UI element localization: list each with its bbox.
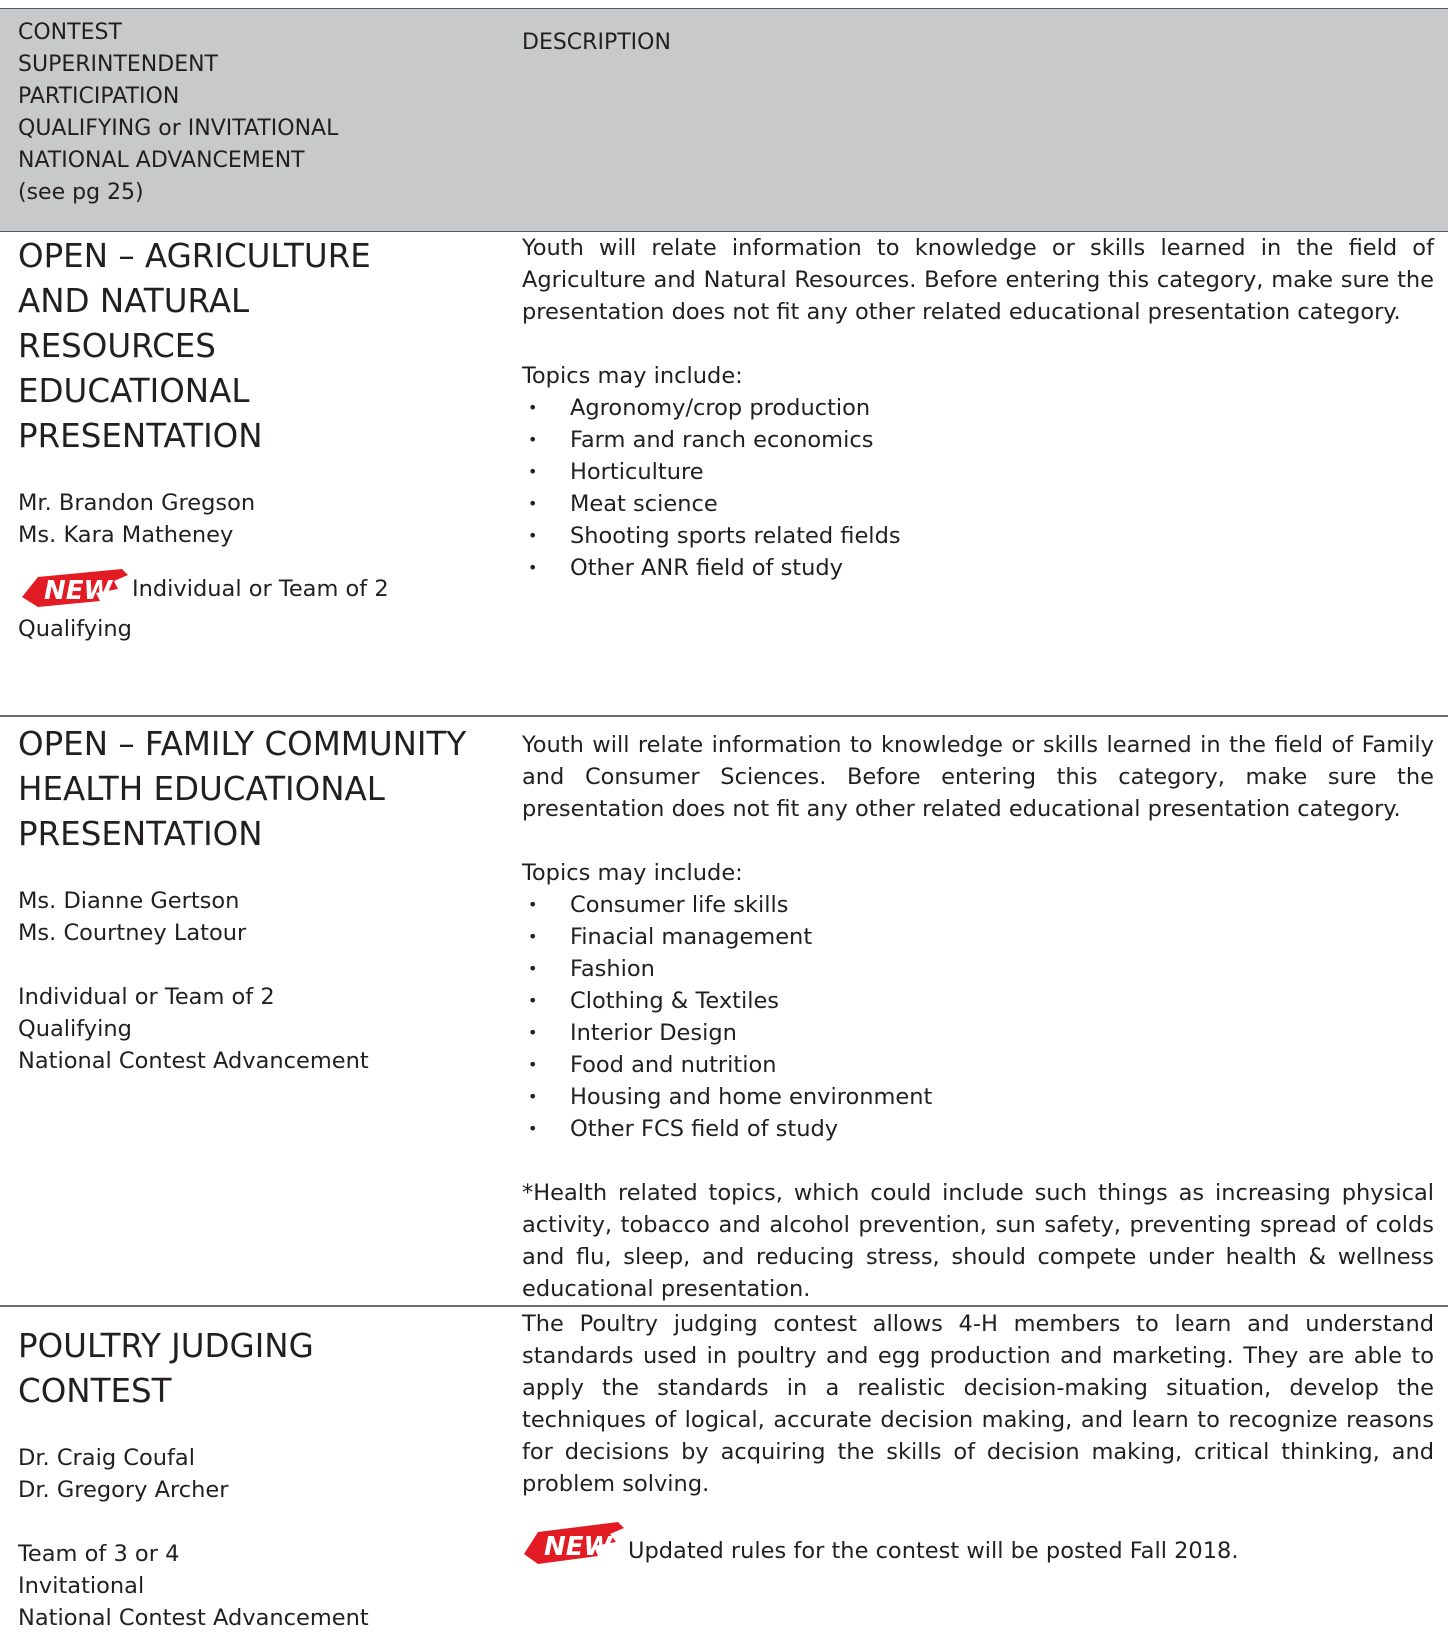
list-item: • Other ANR field of study: [522, 552, 1434, 584]
section-agriculture-description: [522, 232, 1434, 584]
title-line: OPEN – FAMILY COMMUNITY: [18, 725, 467, 763]
new-badge-icon: [18, 567, 130, 611]
list-item: • Fashion: [522, 953, 1434, 985]
qualifying-text: Qualifying: [18, 616, 132, 642]
participation-block: [18, 1538, 488, 1634]
header-left-column: [18, 17, 338, 209]
list-item: • Food and nutrition: [522, 1049, 1434, 1081]
bullet-icon: •: [528, 430, 538, 449]
superintendents: [18, 1442, 488, 1506]
list-item: • Horticulture: [522, 456, 1434, 488]
bullet-icon: •: [528, 991, 538, 1010]
superintendent-name: Mr. Brandon Gregson: [18, 490, 256, 516]
section-agriculture-left: [18, 234, 488, 645]
list-item: • Farm and ranch economics: [522, 424, 1434, 456]
header-label-superintendent: SUPERINTENDENT: [18, 52, 218, 77]
bullet-icon: •: [528, 462, 538, 481]
list-item: • Finacial management: [522, 921, 1434, 953]
bullet-icon: •: [528, 526, 538, 545]
title-line: AND NATURAL: [18, 282, 250, 320]
health-note: *Health related topics, which could include such things as increasing physical activity, tobacco and alcohol prevention, sun safety, preventing spread of colds and flu, sleep, and reducing stress, should compete under health & wellness educational presentation.: [522, 1180, 1434, 1302]
superintendents: [18, 487, 488, 551]
list-item: • Consumer life skills: [522, 889, 1434, 921]
bullet-icon: •: [528, 927, 538, 946]
bullet-icon: •: [528, 558, 538, 577]
title-line: POULTRY JUDGING: [18, 1327, 314, 1365]
bullet-icon: •: [528, 1023, 538, 1042]
topics-label: Topics may include:: [522, 363, 743, 389]
section-divider: [0, 1305, 1448, 1307]
list-item: • Other FCS field of study: [522, 1113, 1434, 1145]
title-line: PRESENTATION: [18, 815, 263, 853]
bullet-icon: •: [528, 895, 538, 914]
advancement-text: National Contest Advancement: [18, 1048, 369, 1074]
qualifying-text: Invitational: [18, 1573, 145, 1599]
svg-text:NEW: NEW: [44, 576, 113, 606]
section-poultry-left: [18, 1324, 488, 1634]
bullet-icon: •: [528, 959, 538, 978]
new-badge-icon: [522, 1518, 626, 1570]
section-divider: [0, 715, 1448, 717]
header-label-advancement: NATIONAL ADVANCEMENT: [18, 148, 305, 173]
topics-label: Topics may include:: [522, 860, 743, 886]
header-label-qualifying: QUALIFYING or INVITATIONAL: [18, 116, 339, 141]
header-label-participation: PARTICIPATION: [18, 84, 180, 109]
title-line: CONTEST: [18, 1372, 172, 1410]
superintendent-name: Ms. Kara Matheney: [18, 522, 234, 548]
title-line: OPEN – AGRICULTURE: [18, 237, 371, 275]
section-title: [18, 1324, 488, 1414]
superintendent-name: Dr. Craig Coufal: [18, 1445, 195, 1471]
participation-row: [18, 569, 488, 609]
participation-text: Individual or Team of 2: [132, 576, 389, 602]
list-item: • Agronomy/crop production: [522, 392, 1434, 424]
header-label-contest: CONTEST: [18, 20, 122, 45]
description-text: Youth will relate information to knowledge or skills learned in the field of Agriculture and Natural Resources. Before entering this category, make sure the presentation does not fit any other related educational presentation category.: [522, 235, 1434, 325]
list-item: • Clothing & Textiles: [522, 985, 1434, 1017]
title-line: RESOURCES: [18, 327, 216, 365]
section-family-left: [18, 722, 488, 1077]
description-text: The Poultry judging contest allows 4-H members to learn and understand standards used in poultry and egg production and marketing. They are able to apply the standards in a realistic decision-making situation, develop the techniques of logical, accurate decision making, and learn to recognize reasons for decisions by acquiring the skills of decision making, critical thinking, and problem solving.: [522, 1311, 1434, 1497]
superintendent-name: Dr. Gregory Archer: [18, 1477, 229, 1503]
title-line: PRESENTATION: [18, 417, 263, 455]
bullet-icon: •: [528, 1055, 538, 1074]
bullet-icon: •: [528, 494, 538, 513]
advancement-text: National Contest Advancement: [18, 1605, 369, 1631]
participation-text: Individual or Team of 2: [18, 984, 275, 1010]
bullet-icon: •: [528, 1087, 538, 1106]
section-title: [18, 722, 488, 857]
bullet-icon: •: [528, 1119, 538, 1138]
svg-text:NEW: NEW: [544, 1532, 613, 1562]
title-line: EDUCATIONAL: [18, 372, 250, 410]
header-label-description: DESCRIPTION: [522, 30, 671, 55]
superintendents: [18, 885, 488, 949]
topics-list: [522, 392, 1434, 584]
list-item: • Meat science: [522, 488, 1434, 520]
description-text: Youth will relate information to knowledge or skills learned in the field of Family and Consumer Sciences. Before entering this category, make sure the presentation does not fit any other related educational presentation category.: [522, 732, 1434, 822]
table-header: [0, 8, 1448, 232]
section-poultry-description: [522, 1308, 1434, 1570]
title-line: HEALTH EDUCATIONAL: [18, 770, 385, 808]
participation-block: [18, 981, 488, 1077]
section-title: [18, 234, 488, 459]
superintendent-name: Ms. Dianne Gertson: [18, 888, 240, 914]
list-item: • Housing and home environment: [522, 1081, 1434, 1113]
list-item: • Shooting sports related fields: [522, 520, 1434, 552]
topics-list: [522, 889, 1434, 1145]
participation-text: Team of 3 or 4: [18, 1541, 180, 1567]
qualifying-text: Qualifying: [18, 1016, 132, 1042]
superintendent-name: Ms. Courtney Latour: [18, 920, 247, 946]
list-item: • Interior Design: [522, 1017, 1434, 1049]
section-family-description: [522, 729, 1434, 1305]
update-note-row: [522, 1518, 1434, 1570]
header-label-see-page: (see pg 25): [18, 180, 144, 205]
bullet-icon: •: [528, 398, 538, 417]
update-note-text: Updated rules for the contest will be posted Fall 2018.: [628, 1538, 1239, 1564]
